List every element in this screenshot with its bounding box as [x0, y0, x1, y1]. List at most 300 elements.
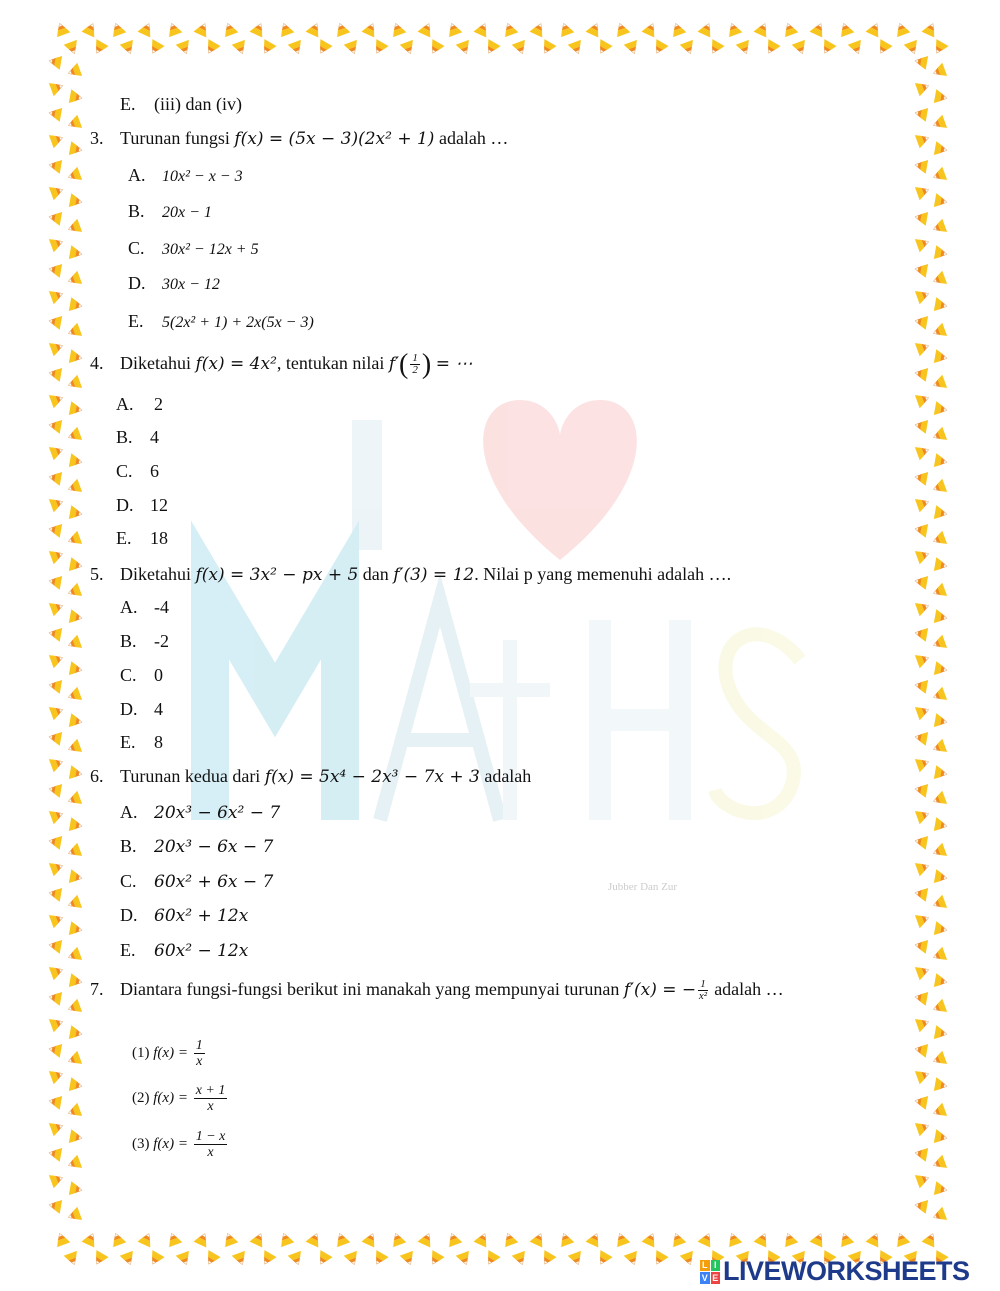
- candy-corn-icon: [810, 21, 828, 38]
- candy-corn-icon: [69, 401, 83, 417]
- q3-option-d: D. 30x − 12: [128, 273, 220, 293]
- candy-corn-icon: [49, 1067, 65, 1084]
- candy-corn-icon: [934, 193, 948, 209]
- candy-corn-icon: [49, 859, 65, 876]
- candy-corn-icon: [48, 782, 62, 798]
- candy-corn-icon: [389, 21, 406, 37]
- candy-corn-icon: [915, 287, 931, 304]
- candy-corn-icon: [482, 1250, 500, 1267]
- candy-corn-icon: [669, 21, 686, 37]
- candy-corn-icon: [314, 1250, 332, 1267]
- candy-corn-icon: [69, 1181, 83, 1197]
- candy-corn-icon: [914, 158, 928, 174]
- candy-corn-icon: [931, 323, 947, 340]
- q4-fraction: $\frac{1}{2}$: [412, 352, 418, 377]
- candy-corn-icon: [400, 1251, 417, 1267]
- candy-corn-icon: [66, 687, 82, 704]
- candy-corn-icon: [49, 79, 65, 96]
- candy-corn-icon: [49, 131, 65, 148]
- candy-corn-icon: [557, 1231, 574, 1247]
- candy-corn-icon: [922, 21, 940, 38]
- candy-corn-icon: [904, 40, 921, 56]
- candy-corn-icon: [934, 869, 948, 885]
- candy-corn-icon: [69, 1025, 83, 1041]
- candy-corn-icon: [176, 1251, 193, 1267]
- candy-corn-icon: [725, 21, 742, 37]
- q6-option-d: D. 60x² + 12x: [120, 905, 249, 926]
- candy-corn-icon: [426, 39, 444, 56]
- candy-corn-icon: [922, 1231, 940, 1248]
- candy-corn-icon: [934, 817, 948, 833]
- candy-corn-icon: [931, 947, 947, 964]
- candy-corn-icon: [418, 1231, 436, 1248]
- candy-corn-icon: [418, 21, 436, 38]
- candy-corn-icon: [48, 418, 62, 434]
- candy-corn-icon: [680, 40, 697, 56]
- candy-corn-icon: [934, 349, 948, 365]
- q5-option-c: C. 0: [120, 665, 163, 685]
- candy-corn-icon: [931, 687, 947, 704]
- candy-corn-icon: [48, 886, 62, 902]
- candy-corn-icon: [934, 297, 948, 313]
- candy-corn-icon: [914, 210, 928, 226]
- candy-corn-icon: [53, 21, 70, 37]
- candy-corn-icon: [915, 183, 931, 200]
- candy-corn-icon: [69, 557, 83, 573]
- candy-corn-icon: [914, 730, 928, 746]
- candy-corn-icon: [64, 1251, 81, 1267]
- candy-corn-icon: [48, 834, 62, 850]
- candy-corn-icon: [837, 1231, 854, 1247]
- candy-corn-icon: [931, 63, 947, 80]
- candy-corn-icon: [474, 1231, 492, 1248]
- candy-corn-icon: [810, 1231, 828, 1248]
- candy-corn-icon: [250, 21, 268, 38]
- candy-corn-icon: [725, 1231, 742, 1247]
- question-math: f(x) = (5x − 3)(2x² + 1): [234, 129, 435, 149]
- candy-corn-icon: [69, 1129, 83, 1145]
- candy-corn-icon: [931, 1207, 947, 1224]
- candy-corn-icon: [66, 479, 82, 496]
- candy-corn-icon: [69, 193, 83, 209]
- candy-corn-icon: [48, 574, 62, 590]
- candy-corn-icon: [915, 963, 931, 980]
- candy-corn-icon: [49, 963, 65, 980]
- candy-corn-icon: [650, 1250, 668, 1267]
- candy-corn-icon: [931, 1103, 947, 1120]
- candy-corn-icon: [277, 1231, 294, 1247]
- candy-corn-icon: [69, 141, 83, 157]
- candy-corn-icon: [650, 39, 668, 56]
- candy-corn-icon: [669, 1231, 686, 1247]
- candy-corn-icon: [934, 401, 948, 417]
- candy-corn-icon: [915, 651, 931, 668]
- candy-corn-icon: [934, 973, 948, 989]
- candy-corn-icon: [848, 40, 865, 56]
- candy-corn-icon: [53, 1231, 70, 1247]
- candy-corn-icon: [915, 807, 931, 824]
- candy-corn-icon: [930, 39, 948, 56]
- candy-corn-icon: [934, 1129, 948, 1145]
- candy-corn-icon: [893, 1231, 910, 1247]
- candy-corn-icon: [69, 1077, 83, 1093]
- candy-corn-icon: [48, 1146, 62, 1162]
- candy-corn-icon: [48, 990, 62, 1006]
- candy-corn-icon: [66, 219, 82, 236]
- q2-option-e: E. (iii) dan (iv): [120, 94, 242, 114]
- candy-corn-icon: [706, 39, 724, 56]
- question-3: 3. Turunan fungsi f(x) = (5x − 3)(2x² + 1) adalah …: [90, 128, 509, 149]
- candy-corn-icon: [66, 1051, 82, 1068]
- candy-corn-icon: [915, 755, 931, 772]
- candy-corn-icon: [49, 235, 65, 252]
- candy-corn-icon: [915, 1171, 931, 1188]
- candy-corn-icon: [934, 1181, 948, 1197]
- candy-corn-icon: [49, 547, 65, 564]
- q3-option-a: A. 10x² − x − 3: [128, 165, 243, 185]
- candy-corn-icon: [82, 21, 100, 38]
- candy-corn-icon: [914, 782, 928, 798]
- candy-corn-icon: [698, 21, 716, 38]
- candy-corn-icon: [66, 947, 82, 964]
- candy-corn-icon: [934, 557, 948, 573]
- candy-corn-icon: [69, 349, 83, 365]
- candy-corn-icon: [69, 817, 83, 833]
- q5-option-b: B. -2: [120, 631, 169, 651]
- candy-corn-icon: [915, 1015, 931, 1032]
- candy-corn-icon: [586, 1231, 604, 1248]
- candy-corn-icon: [530, 1231, 548, 1248]
- candy-corn-icon: [613, 21, 630, 37]
- candy-corn-icon: [538, 1250, 556, 1267]
- candy-corn-icon: [49, 911, 65, 928]
- candy-corn-icon: [557, 21, 574, 37]
- candy-corn-icon: [165, 21, 182, 37]
- candy-corn-icon: [445, 1231, 462, 1247]
- candy-corn-icon: [49, 391, 65, 408]
- candy-corn-icon: [400, 40, 417, 56]
- candy-corn-icon: [934, 1025, 948, 1041]
- candy-corn-icon: [934, 1077, 948, 1093]
- candy-corn-icon: [914, 938, 928, 954]
- candy-corn-icon: [48, 678, 62, 694]
- candy-corn-icon: [389, 1231, 406, 1247]
- candy-corn-icon: [48, 314, 62, 330]
- candy-corn-icon: [934, 89, 948, 105]
- candy-corn-icon: [837, 21, 854, 37]
- candy-corn-icon: [90, 39, 108, 56]
- candy-corn-icon: [914, 418, 928, 434]
- candy-corn-icon: [934, 141, 948, 157]
- candy-corn-icon: [915, 547, 931, 564]
- candy-corn-icon: [754, 21, 772, 38]
- candy-corn-icon: [445, 21, 462, 37]
- candy-corn-icon: [914, 366, 928, 382]
- candy-corn-icon: [64, 40, 81, 56]
- candy-corn-icon: [49, 339, 65, 356]
- candy-corn-icon: [344, 1251, 361, 1267]
- candy-corn-icon: [736, 40, 753, 56]
- candy-corn-icon: [48, 522, 62, 538]
- candy-corn-icon: [915, 79, 931, 96]
- candy-corn-icon: [931, 375, 947, 392]
- q7-fraction: $\frac{1}{\text{x²}}$: [698, 978, 708, 1003]
- candy-corn-icon: [642, 1231, 660, 1248]
- candy-corn-icon: [138, 1231, 156, 1248]
- candy-corn-icon: [624, 1251, 641, 1267]
- candy-corn-icon: [934, 453, 948, 469]
- candy-corn-icon: [866, 1231, 884, 1248]
- candy-corn-icon: [613, 1231, 630, 1247]
- candy-corn-icon: [568, 40, 585, 56]
- liveworksheets-logo[interactable]: [700, 1256, 970, 1287]
- q3-option-c: C. 30x² − 12x + 5: [128, 238, 259, 258]
- candy-corn-icon: [194, 1231, 212, 1248]
- candy-corn-icon: [931, 635, 947, 652]
- q4-option-c: C. 6: [116, 461, 159, 481]
- candy-corn-icon: [109, 21, 126, 37]
- candy-corn-icon: [48, 938, 62, 954]
- candy-corn-icon: [456, 40, 473, 56]
- q6-option-a: A. 20x³ − 6x² − 7: [120, 802, 281, 823]
- candy-corn-icon: [277, 21, 294, 37]
- candy-corn-icon: [48, 1094, 62, 1110]
- q3-option-b: B. 20x − 1: [128, 201, 212, 221]
- candy-corn-icon: [931, 1051, 947, 1068]
- candy-corn-icon: [512, 40, 529, 56]
- q5-option-d: D. 4: [120, 699, 163, 719]
- candy-corn-icon: [792, 40, 809, 56]
- candy-corn-icon: [362, 21, 380, 38]
- candy-corn-icon: [49, 807, 65, 824]
- candy-corn-icon: [120, 1251, 137, 1267]
- candy-corn-icon: [232, 1251, 249, 1267]
- candy-corn-icon: [49, 651, 65, 668]
- candy-corn-icon: [194, 21, 212, 38]
- candy-corn-icon: [306, 21, 324, 38]
- candy-corn-icon: [914, 678, 928, 694]
- candy-corn-icon: [915, 599, 931, 616]
- candy-corn-icon: [66, 1155, 82, 1172]
- candy-corn-icon: [914, 522, 928, 538]
- candy-corn-icon: [120, 40, 137, 56]
- candy-corn-icon: [874, 39, 892, 56]
- candy-corn-icon: [914, 1042, 928, 1058]
- candy-corn-icon: [914, 886, 928, 902]
- question-4: 4. Diketahui f(x) = 4x², tentukan nilai f′( $\frac{1}{2}$ ) = ⋯: [90, 348, 473, 380]
- candy-corn-icon: [931, 583, 947, 600]
- candy-corn-icon: [69, 609, 83, 625]
- candy-corn-icon: [146, 1250, 164, 1267]
- candy-corn-icon: [914, 106, 928, 122]
- candy-corn-icon: [202, 39, 220, 56]
- candy-corn-icon: [202, 1250, 220, 1267]
- candy-corn-icon: [306, 1231, 324, 1248]
- candy-corn-icon: [931, 1155, 947, 1172]
- q4-option-d: D. 12: [116, 495, 168, 515]
- candy-corn-icon: [914, 834, 928, 850]
- candy-corn-icon: [49, 1119, 65, 1136]
- candy-corn-icon: [66, 791, 82, 808]
- candy-corn-icon: [931, 219, 947, 236]
- candy-corn-icon: [538, 39, 556, 56]
- question-7: 7. Diantara fungsi-fungsi berikut ini manakah yang mempunyai turunan f′(x) = − $\frac{1}{\text{x²}}$ adalah …: [90, 978, 784, 1003]
- candy-corn-icon: [370, 1250, 388, 1267]
- candy-corn-icon: [314, 39, 332, 56]
- q7-item-1: (1) f(x) = $\frac{1}{x}$: [132, 1038, 203, 1070]
- candy-corn-icon: [914, 470, 928, 486]
- candy-corn-icon: [762, 39, 780, 56]
- candy-corn-icon: [66, 635, 82, 652]
- candy-corn-icon: [69, 713, 83, 729]
- candy-corn-icon: [931, 895, 947, 912]
- candy-corn-icon: [48, 106, 62, 122]
- candy-corn-icon: [426, 1250, 444, 1267]
- candy-corn-icon: [915, 391, 931, 408]
- candy-corn-icon: [69, 869, 83, 885]
- candy-corn-icon: [915, 859, 931, 876]
- candy-corn-icon: [69, 973, 83, 989]
- candy-corn-icon: [698, 1231, 716, 1248]
- liveworksheets-logo-icon: L I V E: [701, 1260, 719, 1283]
- candy-corn-icon: [915, 235, 931, 252]
- candy-corn-icon: [501, 1231, 518, 1247]
- liveworksheets-logo-text: LIVEWORKSHEETS: [723, 1256, 970, 1286]
- question-6: 6. Turunan kedua dari f(x) = 5x⁴ − 2x³ − 7x + 3 adalah: [90, 766, 532, 787]
- candy-corn-icon: [48, 730, 62, 746]
- candy-corn-icon: [48, 366, 62, 382]
- question-number: 6.: [90, 766, 104, 786]
- candy-corn-icon: [90, 1250, 108, 1267]
- candy-corn-icon: [594, 1250, 612, 1267]
- candy-corn-icon: [934, 609, 948, 625]
- candy-corn-icon: [934, 713, 948, 729]
- candy-corn-icon: [914, 990, 928, 1006]
- candy-corn-icon: [48, 470, 62, 486]
- candy-corn-icon: [915, 1067, 931, 1084]
- q3-option-e: E. 5(2x² + 1) + 2x(5x − 3): [128, 311, 314, 331]
- candy-corn-icon: [49, 1171, 65, 1188]
- candy-corn-icon: [914, 626, 928, 642]
- candy-corn-icon: [66, 739, 82, 756]
- candy-corn-icon: [66, 1103, 82, 1120]
- candy-corn-icon: [66, 999, 82, 1016]
- candy-corn-icon: [914, 1198, 928, 1214]
- candy-corn-icon: [232, 40, 249, 56]
- candy-corn-icon: [48, 54, 62, 70]
- candy-corn-icon: [49, 1015, 65, 1032]
- candy-corn-icon: [258, 1250, 276, 1267]
- candy-corn-icon: [586, 21, 604, 38]
- candy-corn-icon: [66, 271, 82, 288]
- candy-corn-icon: [66, 375, 82, 392]
- candy-corn-icon: [109, 1231, 126, 1247]
- candy-corn-icon: [165, 1231, 182, 1247]
- question-number: 3.: [90, 128, 104, 148]
- candy-corn-icon: [915, 911, 931, 928]
- q4-option-a: A. 2: [116, 394, 163, 414]
- candy-corn-icon: [915, 495, 931, 512]
- candy-corn-icon: [69, 89, 83, 105]
- question-number: 4.: [90, 353, 104, 373]
- candy-corn-icon: [818, 39, 836, 56]
- candy-corn-icon: [48, 1042, 62, 1058]
- candy-corn-icon: [69, 505, 83, 521]
- candy-corn-icon: [934, 921, 948, 937]
- q4-option-e: E. 18: [116, 528, 168, 548]
- candy-corn-icon: [931, 167, 947, 184]
- candy-corn-icon: [66, 895, 82, 912]
- candy-corn-icon: [66, 115, 82, 132]
- candy-corn-icon: [49, 703, 65, 720]
- candy-corn-icon: [69, 921, 83, 937]
- candy-corn-icon: [66, 843, 82, 860]
- candy-corn-icon: [221, 21, 238, 37]
- candy-corn-icon: [893, 21, 910, 37]
- q6-option-c: C. 60x² + 6x − 7: [120, 871, 274, 892]
- candy-corn-icon: [642, 21, 660, 38]
- candy-corn-icon: [138, 21, 156, 38]
- candy-corn-icon: [934, 661, 948, 677]
- candy-corn-icon: [931, 739, 947, 756]
- candy-corn-icon: [69, 765, 83, 781]
- candy-corn-icon: [344, 40, 361, 56]
- candy-corn-icon: [594, 39, 612, 56]
- watermark-small-text: Jubber Dan Zur: [608, 881, 678, 893]
- candy-corn-icon: [176, 40, 193, 56]
- q6-option-b: B. 20x³ − 6x − 7: [120, 836, 274, 857]
- candy-corn-icon: [258, 39, 276, 56]
- candy-corn-icon: [456, 1251, 473, 1267]
- candy-corn-icon: [69, 453, 83, 469]
- candy-corn-icon: [931, 999, 947, 1016]
- candy-corn-icon: [474, 21, 492, 38]
- candy-corn-icon: [69, 245, 83, 261]
- candy-corn-icon: [934, 505, 948, 521]
- candy-corn-icon: [49, 495, 65, 512]
- candy-corn-icon: [66, 167, 82, 184]
- candy-corn-icon: [48, 626, 62, 642]
- candy-corn-icon: [931, 271, 947, 288]
- candy-corn-icon: [66, 323, 82, 340]
- candy-corn-icon: [931, 531, 947, 548]
- candy-corn-icon: [915, 443, 931, 460]
- q6-option-e: E. 60x² − 12x: [120, 940, 249, 961]
- candy-corn-icon: [931, 427, 947, 444]
- candy-corn-icon: [680, 1251, 697, 1267]
- candy-corn-icon: [931, 843, 947, 860]
- q5-option-e: E. 8: [120, 732, 163, 752]
- candy-corn-icon: [914, 314, 928, 330]
- candy-corn-icon: [49, 755, 65, 772]
- candy-corn-icon: [49, 599, 65, 616]
- candy-corn-icon: [915, 1119, 931, 1136]
- candy-corn-icon: [915, 703, 931, 720]
- candy-corn-icon: [66, 531, 82, 548]
- question-number: 5.: [90, 564, 104, 584]
- candy-corn-icon: [146, 39, 164, 56]
- candy-corn-icon: [512, 1251, 529, 1267]
- candy-corn-icon: [250, 1231, 268, 1248]
- candy-corn-icon: [48, 210, 62, 226]
- candy-corn-icon: [48, 158, 62, 174]
- candy-corn-icon: [914, 1146, 928, 1162]
- candy-corn-icon: [370, 39, 388, 56]
- candy-corn-icon: [82, 1231, 100, 1248]
- question-number: 7.: [90, 979, 104, 999]
- candy-corn-icon: [934, 245, 948, 261]
- q7-item-2: (2) f(x) = $\frac{x + 1}{x}$: [132, 1083, 226, 1115]
